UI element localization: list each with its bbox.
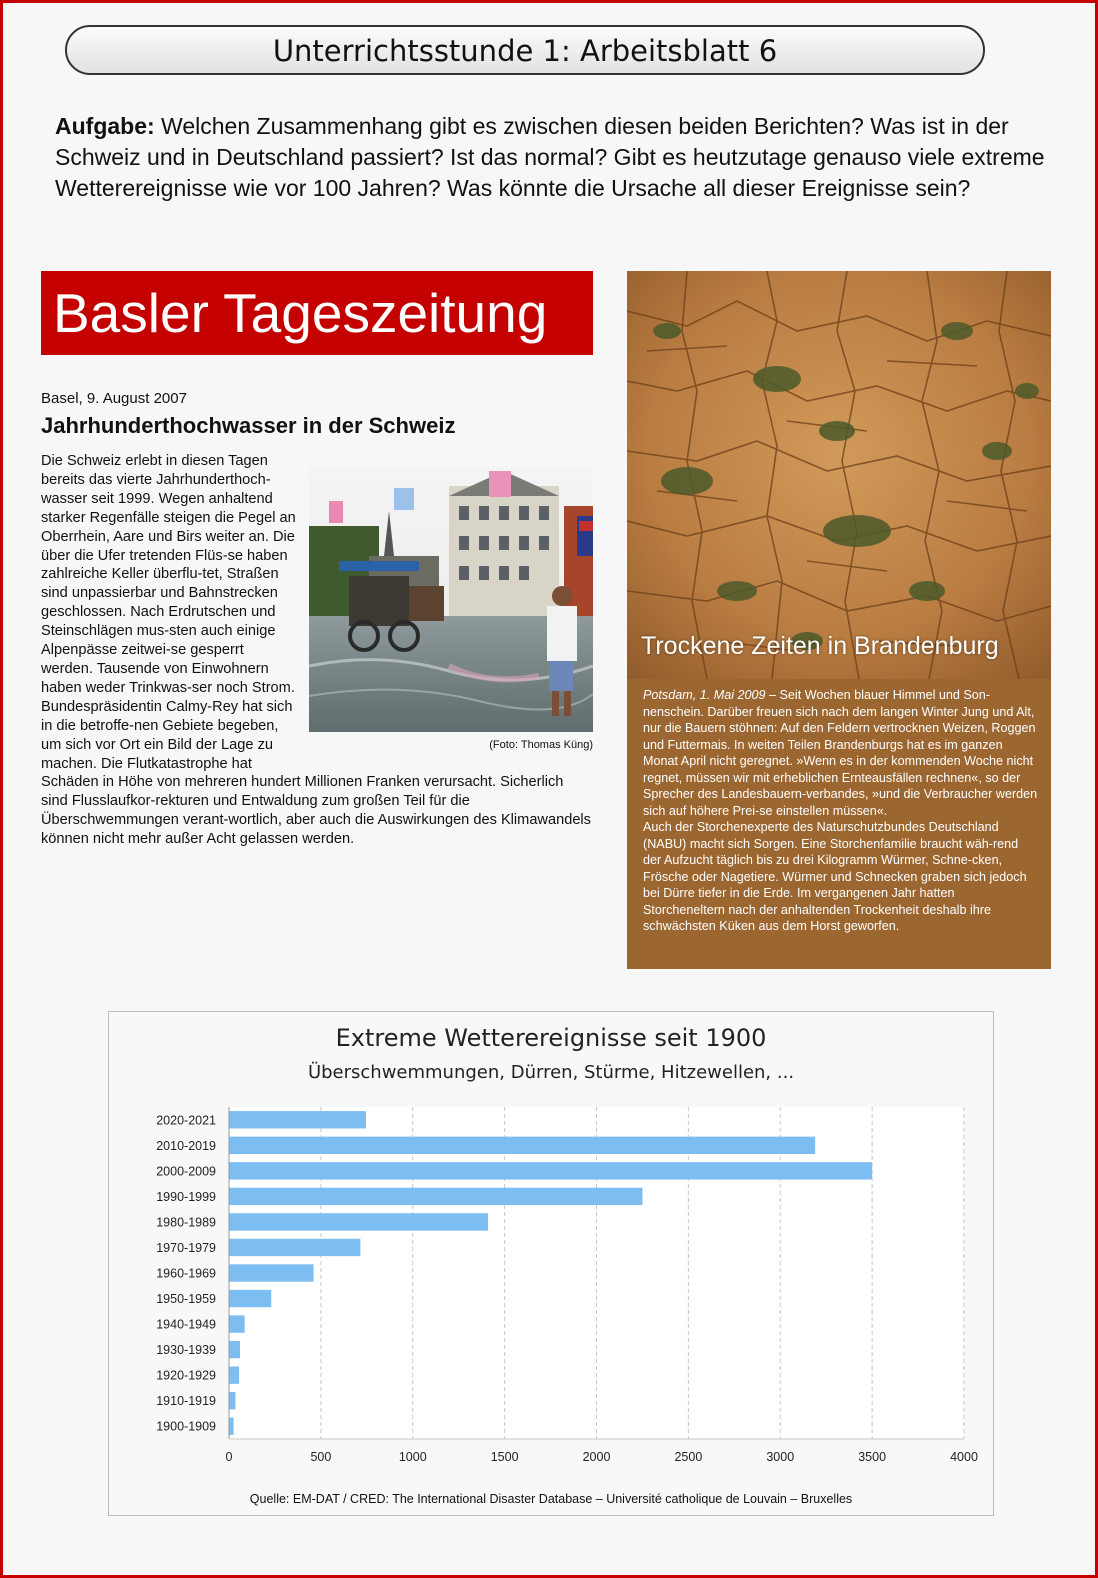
y-category-label: 2020-2021 xyxy=(156,1113,216,1128)
photo-caption: (Foto: Thomas Küng) xyxy=(489,739,593,751)
task-text-block xyxy=(55,111,1055,204)
y-category-label: 1910-1919 xyxy=(156,1394,216,1409)
basel-headline: Jahrhunderthochwasser in der Schweiz xyxy=(41,413,456,438)
basel-article-body: Die Schweiz erlebt in diesen Tagen bereits das vierte Jahrhunderthoch-wasser seit 1999. Wegen anhaltend starker Regenfälle steigen die Pegel an Oberrhein, Aare und Birs weiter an. Die über die Ufer tretenden Flüs-se haben zahlreiche Keller überflu-tet, Straßen sind unpassierbar und Bahnstrecken geschlossen. Nach Erdrutschen und Steinschlägen mus-sten auch einige Alpenpässe zeitwei-se gesperrt werden. Tausende von Einwohnern haben weder Trinkwas-ser noch Strom. Bundespräsidentin Calmy-Rey hat sich in die betroffe-nen Gebiete begeben, um sich vor Ort ein Bild der Lage zu machen. Die Flutkatastrophe hat Schäden in Höhe von mehreren hundert Millionen Franken verursacht. Sicherlich sind Flusslaufkor-rekturen und Entwaldung zum großen Teil für die Überschwemmungen verant-wortlich, aber auch die Auswirkungen des Klimawandels können nicht mehr außer Acht gelassen werden. xyxy=(41,453,591,848)
bar xyxy=(229,1213,488,1230)
bar xyxy=(229,1341,240,1358)
bar xyxy=(229,1418,234,1435)
y-category-label: 1900-1909 xyxy=(156,1419,216,1434)
x-tick-label: 2000 xyxy=(582,1450,611,1464)
chart-title: Extreme Wetterereignisse seit 1900 xyxy=(335,1024,767,1052)
x-tick-label: 2500 xyxy=(674,1450,703,1464)
bar xyxy=(229,1188,642,1205)
y-category-label: 2010-2019 xyxy=(156,1138,216,1153)
y-category-label: 1950-1959 xyxy=(156,1292,216,1307)
bar xyxy=(229,1137,815,1154)
x-tick-label: 1500 xyxy=(490,1450,519,1464)
y-category-label: 1920-1929 xyxy=(156,1368,216,1383)
chart-source: Quelle: EM-DAT / CRED: The International Disaster Database – Université catholique de Louvain – Bruxelles xyxy=(249,1492,853,1506)
y-category-label: 1990-1999 xyxy=(156,1189,216,1204)
brandenburg-paragraph-2: Auch der Storchenexperte des Naturschutzbundes Deutschland (NABU) macht sich Sorgen. Eine Storchenfamilie braucht wäh-rend der Aufzucht täglich bis zu drei Kilogramm Würmer, Schne-cken, Frösche oder Nagetiere. Würmer und Schnecken graben sich jedoch bei Dürre tiefer in die Erde. Im vergangenen Jahr hatten Storcheneltern nach der anhaltenden Trockenheit deshalb ihre schwächsten Küken aus dem Horst geworfen. xyxy=(643,820,1027,933)
bar xyxy=(229,1264,314,1281)
cracked-earth-image xyxy=(627,271,1051,679)
bar xyxy=(229,1111,366,1128)
task-question: Welchen Zusammenhang gibt es zwischen diesen beiden Berichten? Was ist in der Schweiz und in Deutschland passiert? Ist das normal? Gibt es heutzutage genauso viele extreme Wetterereignisse wie vor 100 Jahren? Was könnte die Ursache all dieser Ereignisse sein? xyxy=(55,113,1045,201)
y-category-label: 1960-1969 xyxy=(156,1266,216,1281)
flood-photo-frame xyxy=(309,466,593,755)
brandenburg-dateline: Potsdam, 1. Mai 2009 xyxy=(643,688,766,702)
y-category-label: 2000-2009 xyxy=(156,1164,216,1179)
basel-dateline: Basel, 9. August 2007 xyxy=(41,390,187,407)
bar xyxy=(229,1315,245,1332)
y-category-label: 1980-1989 xyxy=(156,1215,216,1230)
x-tick-label: 0 xyxy=(225,1450,233,1464)
drought-image-title: Trockene Zeiten in Brandenburg xyxy=(641,632,999,660)
drought-photo xyxy=(627,271,1051,679)
bar xyxy=(229,1290,271,1307)
bar xyxy=(229,1162,872,1179)
flood-street-photo xyxy=(309,466,593,732)
basel-article xyxy=(41,452,593,849)
bar xyxy=(229,1239,360,1256)
bar-chart-plot xyxy=(109,1012,993,1515)
x-tick-label: 4000 xyxy=(950,1450,978,1464)
chart-subtitle: Überschwemmungen, Dürren, Stürme, Hitzewellen, ... xyxy=(307,1062,795,1083)
y-category-label: 1940-1949 xyxy=(156,1317,216,1332)
task-label: Aufgabe: xyxy=(55,113,155,139)
worksheet-title: Unterrichtsstunde 1: Arbeitsblatt 6 xyxy=(65,25,985,75)
weather-events-chart xyxy=(108,1011,994,1516)
y-category-label: 1970-1979 xyxy=(156,1240,216,1255)
bar xyxy=(229,1366,239,1383)
brandenburg-paragraph-1: – Seit Wochen blauer Himmel und Son-nenschein. Darüber freuen sich nach dem langen Winter Jung und Alt, nur die Bauern stöhnen: Auf den Feldern vertrocknen Weizen, Roggen und Futtermais. In weiten Teilen Brandenburgs hat es im ganzen Monat April nicht geregnet. »Wenn es in der kommenden Woche nicht regnet, müssen wir mit erheblichen Ernteausfällen rechnen«, so der Sprecher des Landesbauern-verbandes, »und die Verbraucher werden sich auf höhere Prei-se einstellen müssen«. xyxy=(643,688,1038,818)
brandenburg-article xyxy=(627,679,1051,969)
y-category-label: 1930-1939 xyxy=(156,1343,216,1358)
x-tick-label: 3500 xyxy=(858,1450,887,1464)
x-tick-label: 1000 xyxy=(398,1450,427,1464)
x-tick-label: 500 xyxy=(310,1450,332,1464)
x-tick-label: 3000 xyxy=(766,1450,795,1464)
newspaper-masthead: Basler Tageszeitung xyxy=(41,271,593,355)
bar xyxy=(229,1392,235,1409)
